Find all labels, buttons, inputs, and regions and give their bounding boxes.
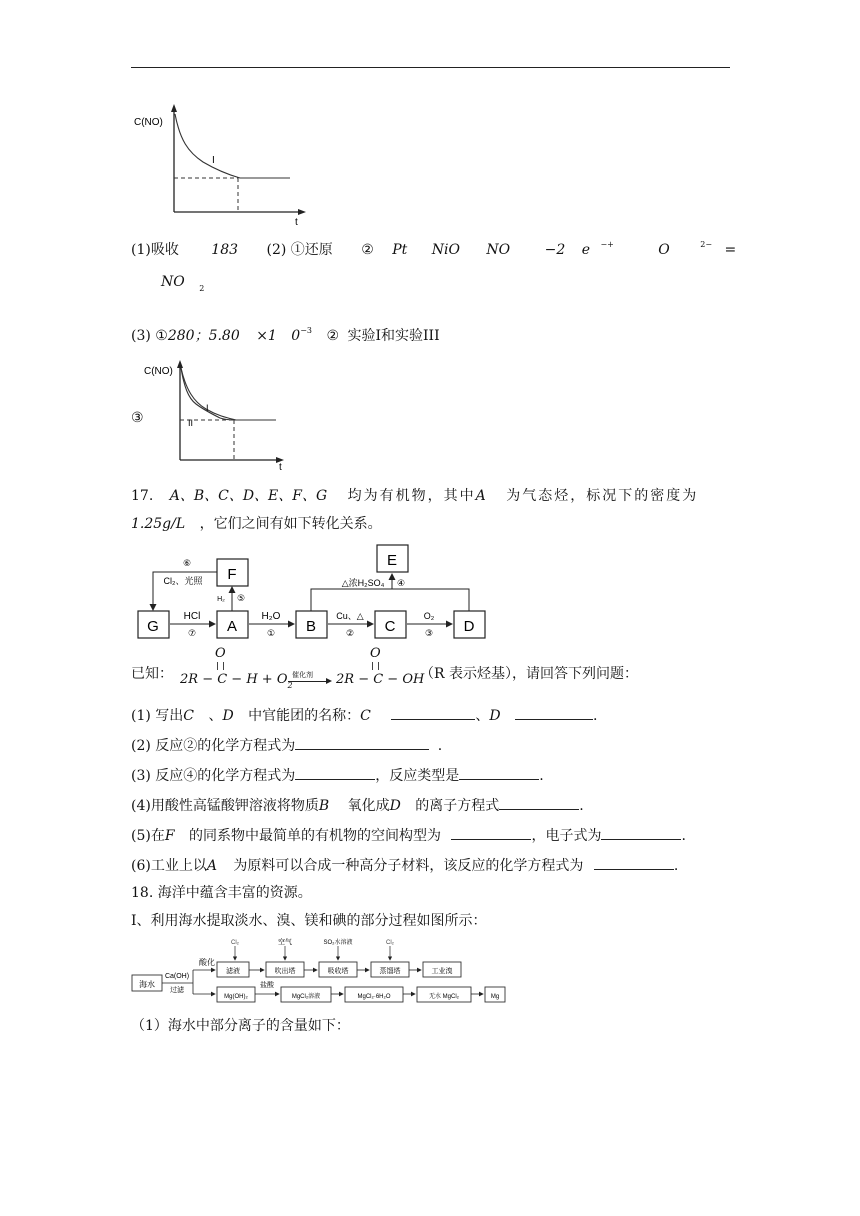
q-var: A xyxy=(206,858,217,874)
answer-text: (1)吸收 xyxy=(131,242,179,258)
label-mgcl2-solution: MgCl₂溶液 xyxy=(291,994,321,1000)
q-var: C xyxy=(183,708,194,724)
answer-times: ×1 xyxy=(256,328,277,344)
q-text: (6)工业上以 xyxy=(131,858,207,874)
label-acid: 酸化 xyxy=(199,958,215,967)
q-text: . xyxy=(437,738,443,754)
graph1-y-arrow xyxy=(171,104,177,112)
graph1-curve-label: I xyxy=(212,155,215,166)
label-blow-tower: 吹出塔 xyxy=(274,968,296,975)
label-anhydrous-mgcl2: 无水 MgCl₂ xyxy=(429,994,459,1000)
label-mg: Mg xyxy=(490,994,500,1000)
q-var: D xyxy=(489,708,501,724)
label-mgoh2: Mg(OH)₂ xyxy=(224,994,248,1000)
eq-equals: = xyxy=(724,242,737,258)
graph2-label-i: I xyxy=(206,403,209,413)
label-filtrate: 滤液 xyxy=(226,968,240,975)
label-hcl: HCl xyxy=(183,611,201,622)
circled-2: ② xyxy=(361,242,374,258)
answer-blank[interactable] xyxy=(391,705,475,720)
double-bond-left xyxy=(217,662,224,670)
answer-value: 280；5.80 xyxy=(167,328,240,344)
q-text: . xyxy=(593,708,598,724)
eq-o-left: O xyxy=(215,646,226,661)
concentration-graph-2 xyxy=(142,356,292,472)
q17-text: ，它们之间有如下转化关系。 xyxy=(199,516,382,532)
q17-sub-4 xyxy=(131,795,584,816)
answer-blank[interactable] xyxy=(295,765,375,780)
graph1-ylabel: C(NO) xyxy=(134,117,163,128)
catalyst-label: 催化剂 xyxy=(292,671,313,679)
q17-var-a: A xyxy=(475,488,486,504)
q18-title: 18. 海洋中蕴含丰富的资源。 xyxy=(131,885,312,901)
q-text: 为原料可以合成一种高分子材料，该反应的化学方程式为 xyxy=(233,858,584,874)
label-cu: Cu、△ xyxy=(336,611,364,621)
q-text: 氧化成 xyxy=(347,798,390,814)
answer-blank[interactable] xyxy=(499,795,579,810)
graph1-xlabel: t xyxy=(295,217,298,228)
q-text: 的离子方程式 xyxy=(415,798,500,814)
label-cl2-input: Cl₂ xyxy=(231,940,239,946)
eq-o-right: O xyxy=(370,646,381,661)
eq-no2-sub: 2 xyxy=(199,284,205,293)
label-so2-input: SO₂水溶液 xyxy=(323,940,353,946)
q-text: ，反应类型是 xyxy=(375,768,460,784)
eq-right: 2R − C − OH xyxy=(336,672,425,687)
answer-blank[interactable] xyxy=(515,705,593,720)
q17-compounds: A、B、C、D、E、F、G xyxy=(169,488,328,504)
q17-sub-5 xyxy=(131,825,686,846)
eq-o-charge: 2− xyxy=(700,240,713,249)
q-var: B xyxy=(318,798,330,814)
q-text: . xyxy=(681,828,686,844)
eq-no: NO xyxy=(486,242,511,258)
node-c: C xyxy=(384,618,396,635)
answer-text: (2) ①还原 xyxy=(266,242,333,258)
concentration-graph-1 xyxy=(128,100,318,230)
q17-text: 为气态烃，标况下的密度为 xyxy=(506,488,699,504)
graph1-curve-i xyxy=(175,114,290,178)
graph1-x-arrow xyxy=(298,209,306,215)
label-absorb-tower: 吸收塔 xyxy=(327,968,349,975)
q-text: (5)在 xyxy=(131,828,165,844)
answer-text: (3) ① xyxy=(131,328,168,344)
label-industrial-br: 工业溴 xyxy=(431,968,453,975)
q17-sub-1 xyxy=(131,705,597,726)
q-text: . xyxy=(539,768,544,784)
q-text: 的同系物中最简单的有机物的空间构型为 xyxy=(189,828,442,844)
graph2-y-arrow xyxy=(177,360,183,368)
answer-blank[interactable] xyxy=(601,825,681,840)
answer-blank[interactable] xyxy=(451,825,531,840)
node-b: B xyxy=(305,618,317,635)
label-cl2: Cl₂、光照 xyxy=(163,576,203,586)
answer-blank[interactable] xyxy=(459,765,539,780)
label-c4: ④ xyxy=(396,578,406,588)
answer-3 xyxy=(131,326,440,348)
q17-line-2 xyxy=(131,514,382,534)
q17-sub-2 xyxy=(131,735,442,756)
label-c3: ③ xyxy=(424,628,434,638)
q-text: . xyxy=(673,858,679,874)
q18-part1: I、利用海水提取淡水、溴、镁和碘的部分过程如图所示： xyxy=(131,913,487,929)
answer-blank[interactable] xyxy=(594,855,674,870)
label-distill-tower: 蒸馏塔 xyxy=(379,968,401,975)
label-conc: △浓H₂SO₄ xyxy=(341,578,385,588)
q-text: (4)用酸性高锰酸钾溶液将物质 xyxy=(131,798,319,814)
eq-left: $2R - C - H + O_2$ xyxy=(180,672,293,690)
q17-density: 1.25g/L xyxy=(131,516,186,532)
node-g: G xyxy=(147,618,159,635)
q-text: 、 xyxy=(475,708,490,724)
q-var: C xyxy=(360,708,371,724)
double-bond-right xyxy=(372,662,379,670)
reaction-arrow xyxy=(288,681,330,682)
graph2-label-ii: II xyxy=(188,418,194,428)
q-text: (2) 反应②的化学方程式为 xyxy=(131,738,296,754)
label-c7: ⑦ xyxy=(187,628,197,638)
q18-sub-1: （1）海水中部分离子的含量如下： xyxy=(131,1018,350,1034)
q-text: (1) 写出 xyxy=(131,708,184,724)
eq-no2: NO xyxy=(161,274,185,290)
graph2-xlabel: t xyxy=(279,462,282,472)
q-text: 、 xyxy=(208,708,223,724)
label-c5: ⑤ xyxy=(236,593,246,603)
known-equation xyxy=(180,646,425,694)
q17-sub-3 xyxy=(131,765,544,786)
label-o2: O₂ xyxy=(423,611,435,621)
eq-pt: Pt xyxy=(392,242,408,258)
answer-blank[interactable] xyxy=(295,735,429,750)
q18-flow-diagram xyxy=(131,934,511,1008)
answer-exp: 0 xyxy=(291,328,301,344)
label-cl2-input-2: Cl₂ xyxy=(386,940,394,946)
eq-minus2: −2 xyxy=(544,242,566,258)
node-d: D xyxy=(463,618,475,635)
answer-text: 实验I和实验III xyxy=(347,328,440,344)
known-label: 已知： xyxy=(131,666,173,682)
reaction-arrowhead xyxy=(326,678,332,684)
circled-2: ② xyxy=(326,328,340,344)
circled-3: ③ xyxy=(131,410,144,426)
label-h2: H₂ xyxy=(217,596,225,603)
q-text: ，电子式为 xyxy=(531,828,602,844)
q-text: . xyxy=(579,798,584,814)
graph2-curve-i xyxy=(181,368,276,420)
q-var: D xyxy=(389,798,401,814)
header-rule xyxy=(131,67,730,68)
label-filter: 过滤 xyxy=(170,987,184,994)
q-text: (3) 反应④的化学方程式为 xyxy=(131,768,296,784)
eq-nio: NiO xyxy=(431,242,460,258)
bracket-b-d xyxy=(311,589,469,611)
answer-exp-sup: −3 xyxy=(300,326,313,335)
node-a: A xyxy=(226,618,238,635)
question-number: 17. xyxy=(131,488,154,504)
q17-reaction-diagram xyxy=(135,544,505,644)
q-text: 中官能团的名称： xyxy=(248,708,361,724)
node-f: F xyxy=(227,566,237,583)
answer-value-183: 183 xyxy=(211,242,239,258)
eq-e: e xyxy=(581,242,590,258)
label-mgcl2-hydrate: MgCl₂·6H₂O xyxy=(357,994,391,1000)
label-air-input: 空气 xyxy=(278,939,292,946)
q17-text: 均为有机物，其中 xyxy=(347,488,476,504)
label-c1: ① xyxy=(266,628,276,638)
q-var: F xyxy=(164,828,175,844)
answer-1-2 xyxy=(131,240,736,262)
graph2-ylabel: C(NO) xyxy=(144,366,173,377)
label-caoh: Ca(OH) xyxy=(164,973,190,980)
label-seawater: 海水 xyxy=(139,980,155,989)
answer-2-cont xyxy=(161,272,204,294)
eq-charge: −+ xyxy=(600,240,614,249)
label-hcl-acid: 盐酸 xyxy=(260,982,274,989)
label-c6: ⑥ xyxy=(182,558,192,568)
q-var: D xyxy=(222,708,234,724)
q17-line-1 xyxy=(131,486,698,506)
label-h2o: H₂O xyxy=(261,611,281,622)
eq-note: （R 表示烃基），请回答下列问题： xyxy=(420,666,638,682)
node-e: E xyxy=(386,552,398,569)
q17-sub-6 xyxy=(131,855,678,876)
label-c2: ② xyxy=(345,628,355,638)
eq-o: O xyxy=(658,242,670,258)
